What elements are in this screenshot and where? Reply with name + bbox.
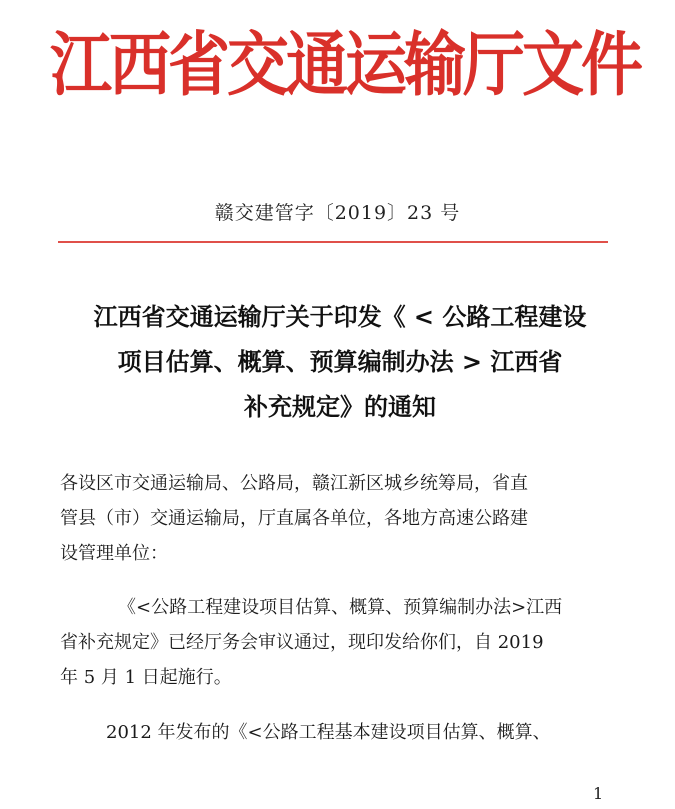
text-line: 2012 年发布的《<公路工程基本建设项目估算、概算、 xyxy=(106,722,551,743)
red-divider xyxy=(58,241,608,243)
document-number: 赣交建管字〔2019〕23 号 xyxy=(214,202,461,224)
body-paragraph-2 xyxy=(60,715,620,750)
text-line: 《<公路工程建设项目估算、概算、预算编制办法>江西 xyxy=(118,597,563,618)
text-line: 管县（市）交通运输局，厅直属各单位，各地方高速公路建 xyxy=(60,508,528,529)
issuer-header: 江西省交通运输厅文件 xyxy=(50,23,641,106)
page-number: 1 xyxy=(593,784,604,803)
text-line: 设管理单位： xyxy=(60,543,168,564)
addressee-paragraph xyxy=(60,466,620,571)
title-line: 补充规定》的通知 xyxy=(244,393,436,421)
text-line: 各设区市交通运输局、公路局，赣江新区城乡统筹局，省直 xyxy=(60,473,528,494)
text-line: 年 5 月 1 日起施行。 xyxy=(60,667,232,688)
body-paragraph-1 xyxy=(60,590,620,695)
title-line: 项目估算、概算、预算编制办法 > 江西省 xyxy=(117,348,563,376)
text-line: 省补充规定》已经厅务会审议通过，现印发给你们，自 2019 xyxy=(60,632,544,653)
title-line: 江西省交通运输厅关于印发《 < 公路工程建设 xyxy=(93,303,587,331)
document-title xyxy=(50,295,630,430)
